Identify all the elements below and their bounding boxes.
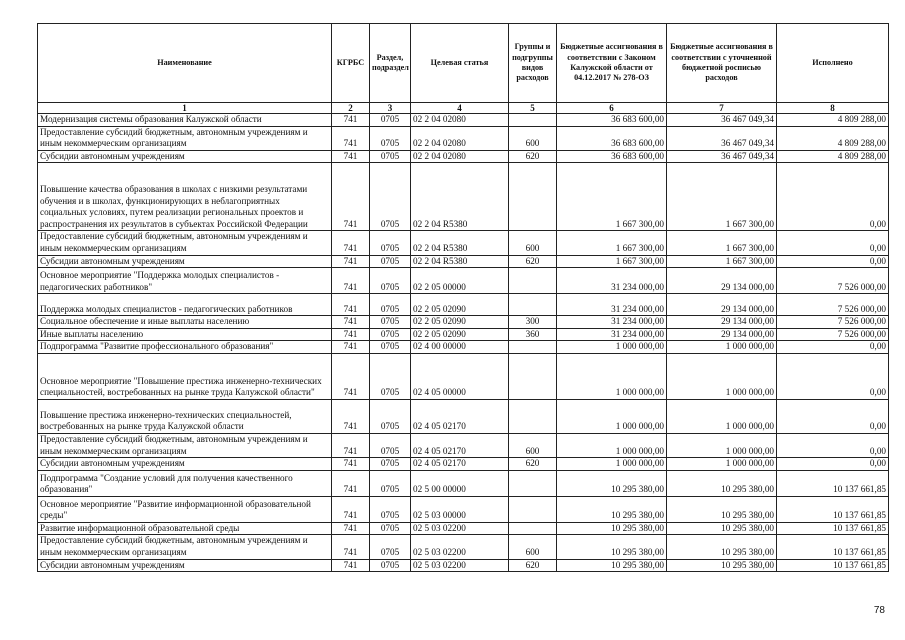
row-executed-cell: 10 137 661,85 bbox=[777, 496, 889, 522]
row-law-allocation-cell: 1 667 300,00 bbox=[557, 163, 667, 231]
row-executed-cell: 4 809 288,00 bbox=[777, 126, 889, 150]
row-target-cell: 02 2 04 02080 bbox=[411, 126, 509, 150]
row-law-allocation-cell: 1 000 000,00 bbox=[557, 341, 667, 354]
row-razdel-cell: 0705 bbox=[370, 114, 411, 127]
header-razdel: Раздел, подраздел bbox=[370, 24, 411, 103]
row-executed-cell: 0,00 bbox=[777, 255, 889, 268]
row-executed-cell: 7 526 000,00 bbox=[777, 316, 889, 329]
row-executed-cell: 0,00 bbox=[777, 341, 889, 354]
row-target-cell: 02 2 04 02080 bbox=[411, 114, 509, 127]
row-razdel-cell: 0705 bbox=[370, 231, 411, 255]
row-revised-allocation-cell: 1 000 000,00 bbox=[667, 399, 777, 433]
row-revised-allocation-cell: 10 295 380,00 bbox=[667, 535, 777, 559]
row-group-cell: 360 bbox=[509, 328, 557, 341]
row-executed-cell: 0,00 bbox=[777, 163, 889, 231]
table-body bbox=[38, 114, 889, 572]
table-row bbox=[38, 522, 889, 535]
row-group-cell bbox=[509, 294, 557, 316]
row-executed-cell: 10 137 661,85 bbox=[777, 470, 889, 496]
row-group-cell bbox=[509, 522, 557, 535]
row-kgrbs-cell: 741 bbox=[332, 126, 370, 150]
row-kgrbs-cell: 741 bbox=[332, 522, 370, 535]
row-revised-allocation-cell: 1 000 000,00 bbox=[667, 433, 777, 457]
row-name-cell: Поддержка молодых специалистов - педагогических работников bbox=[38, 294, 332, 316]
row-law-allocation-cell: 10 295 380,00 bbox=[557, 535, 667, 559]
row-group-cell bbox=[509, 496, 557, 522]
row-name-cell: Предоставление субсидий бюджетным, автономным учреждениям и иным некоммерческим организациям bbox=[38, 231, 332, 255]
row-name-cell: Основное мероприятие "Развитие информационной образовательной среды" bbox=[38, 496, 332, 522]
row-executed-cell: 0,00 bbox=[777, 231, 889, 255]
row-revised-allocation-cell: 10 295 380,00 bbox=[667, 470, 777, 496]
row-executed-cell: 7 526 000,00 bbox=[777, 328, 889, 341]
row-target-cell: 02 2 04 02080 bbox=[411, 150, 509, 163]
row-razdel-cell: 0705 bbox=[370, 341, 411, 354]
row-name-cell: Предоставление субсидий бюджетным, автономным учреждениям и иным некоммерческим организациям bbox=[38, 433, 332, 457]
row-group-cell bbox=[509, 163, 557, 231]
row-name-cell: Предоставление субсидий бюджетным, автономным учреждениям и иным некоммерческим организациям bbox=[38, 535, 332, 559]
row-kgrbs-cell: 741 bbox=[332, 535, 370, 559]
row-law-allocation-cell: 1 000 000,00 bbox=[557, 399, 667, 433]
row-target-cell: 02 2 04 R5380 bbox=[411, 231, 509, 255]
row-razdel-cell: 0705 bbox=[370, 294, 411, 316]
header-target: Целевая статья bbox=[411, 24, 509, 103]
row-law-allocation-cell: 1 000 000,00 bbox=[557, 458, 667, 471]
table-row bbox=[38, 255, 889, 268]
row-law-allocation-cell: 31 234 000,00 bbox=[557, 316, 667, 329]
row-revised-allocation-cell: 1 000 000,00 bbox=[667, 353, 777, 399]
row-revised-allocation-cell: 10 295 380,00 bbox=[667, 496, 777, 522]
header-name: Наименование bbox=[38, 24, 332, 103]
row-razdel-cell: 0705 bbox=[370, 559, 411, 572]
row-kgrbs-cell: 741 bbox=[332, 496, 370, 522]
row-law-allocation-cell: 10 295 380,00 bbox=[557, 559, 667, 572]
row-name-cell: Иные выплаты населению bbox=[38, 328, 332, 341]
row-law-allocation-cell: 1 667 300,00 bbox=[557, 231, 667, 255]
row-kgrbs-cell: 741 bbox=[332, 316, 370, 329]
column-number: 8 bbox=[777, 103, 889, 114]
row-revised-allocation-cell: 29 134 000,00 bbox=[667, 328, 777, 341]
table-row bbox=[38, 458, 889, 471]
row-razdel-cell: 0705 bbox=[370, 268, 411, 294]
row-target-cell: 02 2 05 00000 bbox=[411, 268, 509, 294]
row-law-allocation-cell: 36 683 600,00 bbox=[557, 114, 667, 127]
row-group-cell bbox=[509, 268, 557, 294]
row-razdel-cell: 0705 bbox=[370, 126, 411, 150]
row-law-allocation-cell: 1 667 300,00 bbox=[557, 255, 667, 268]
row-kgrbs-cell: 741 bbox=[332, 231, 370, 255]
column-number: 6 bbox=[557, 103, 667, 114]
row-target-cell: 02 2 04 R5380 bbox=[411, 163, 509, 231]
row-group-cell: 600 bbox=[509, 535, 557, 559]
row-revised-allocation-cell: 1 667 300,00 bbox=[667, 255, 777, 268]
row-razdel-cell: 0705 bbox=[370, 255, 411, 268]
row-kgrbs-cell: 741 bbox=[332, 458, 370, 471]
row-group-cell bbox=[509, 114, 557, 127]
row-kgrbs-cell: 741 bbox=[332, 399, 370, 433]
row-group-cell: 620 bbox=[509, 150, 557, 163]
table-row bbox=[38, 353, 889, 399]
row-revised-allocation-cell: 1 000 000,00 bbox=[667, 458, 777, 471]
table-row bbox=[38, 268, 889, 294]
row-group-cell: 600 bbox=[509, 433, 557, 457]
row-executed-cell: 7 526 000,00 bbox=[777, 294, 889, 316]
table-row bbox=[38, 150, 889, 163]
row-kgrbs-cell: 741 bbox=[332, 255, 370, 268]
row-executed-cell: 10 137 661,85 bbox=[777, 522, 889, 535]
row-kgrbs-cell: 741 bbox=[332, 470, 370, 496]
row-law-allocation-cell: 31 234 000,00 bbox=[557, 268, 667, 294]
row-target-cell: 02 5 03 00000 bbox=[411, 496, 509, 522]
row-razdel-cell: 0705 bbox=[370, 470, 411, 496]
row-name-cell: Основное мероприятие "Повышение престижа инженерно-технических специальностей, востребованных на рынке труда Калужской области" bbox=[38, 353, 332, 399]
table-row bbox=[38, 496, 889, 522]
header-group: Группы и подгруппы видов расходов bbox=[509, 24, 557, 103]
row-name-cell: Повышение престижа инженерно-технических специальностей, востребованных на рынке труда Калужской области bbox=[38, 399, 332, 433]
row-revised-allocation-cell: 29 134 000,00 bbox=[667, 316, 777, 329]
row-target-cell: 02 4 05 02170 bbox=[411, 433, 509, 457]
table-row bbox=[38, 316, 889, 329]
row-revised-allocation-cell: 1 667 300,00 bbox=[667, 231, 777, 255]
column-number: 4 bbox=[411, 103, 509, 114]
table-row bbox=[38, 433, 889, 457]
table-row bbox=[38, 126, 889, 150]
row-razdel-cell: 0705 bbox=[370, 458, 411, 471]
table-row bbox=[38, 559, 889, 572]
table-row bbox=[38, 163, 889, 231]
column-number: 7 bbox=[667, 103, 777, 114]
row-group-cell: 600 bbox=[509, 126, 557, 150]
row-executed-cell: 4 809 288,00 bbox=[777, 114, 889, 127]
row-razdel-cell: 0705 bbox=[370, 316, 411, 329]
row-target-cell: 02 4 00 00000 bbox=[411, 341, 509, 354]
row-target-cell: 02 4 05 02170 bbox=[411, 458, 509, 471]
row-razdel-cell: 0705 bbox=[370, 535, 411, 559]
row-name-cell: Предоставление субсидий бюджетным, автономным учреждениям и иным некоммерческим организациям bbox=[38, 126, 332, 150]
row-group-cell bbox=[509, 341, 557, 354]
table-row bbox=[38, 231, 889, 255]
header-law-allocations: Бюджетные ассигнования в соответствии с Законом Калужской области от 04.12.2017 № 278-ОЗ bbox=[557, 24, 667, 103]
row-revised-allocation-cell: 10 295 380,00 bbox=[667, 522, 777, 535]
row-name-cell: Подпрограмма "Создание условий для получения качественного образования" bbox=[38, 470, 332, 496]
row-kgrbs-cell: 741 bbox=[332, 150, 370, 163]
row-revised-allocation-cell: 29 134 000,00 bbox=[667, 268, 777, 294]
row-target-cell: 02 5 00 00000 bbox=[411, 470, 509, 496]
row-group-cell: 620 bbox=[509, 559, 557, 572]
row-razdel-cell: 0705 bbox=[370, 353, 411, 399]
page-number: 78 bbox=[873, 605, 885, 616]
row-razdel-cell: 0705 bbox=[370, 150, 411, 163]
row-law-allocation-cell: 10 295 380,00 bbox=[557, 470, 667, 496]
row-kgrbs-cell: 741 bbox=[332, 341, 370, 354]
row-revised-allocation-cell: 29 134 000,00 bbox=[667, 294, 777, 316]
row-name-cell: Основное мероприятие "Поддержка молодых специалистов - педагогических работников" bbox=[38, 268, 332, 294]
row-law-allocation-cell: 36 683 600,00 bbox=[557, 150, 667, 163]
row-name-cell: Повышение качества образования в школах с низкими результатами обучения и в школах, функционирующих в неблагоприятных социальных условиях, путем реализации региональных проектов и распространения их результатов в субъектах Российской Федерации bbox=[38, 163, 332, 231]
table-row bbox=[38, 399, 889, 433]
row-revised-allocation-cell: 10 295 380,00 bbox=[667, 559, 777, 572]
row-kgrbs-cell: 741 bbox=[332, 433, 370, 457]
row-revised-allocation-cell: 36 467 049,34 bbox=[667, 150, 777, 163]
row-target-cell: 02 5 03 02200 bbox=[411, 522, 509, 535]
row-target-cell: 02 4 05 02170 bbox=[411, 399, 509, 433]
row-law-allocation-cell: 10 295 380,00 bbox=[557, 522, 667, 535]
table-row bbox=[38, 470, 889, 496]
column-number-row bbox=[38, 103, 889, 114]
table-row bbox=[38, 294, 889, 316]
row-executed-cell: 10 137 661,85 bbox=[777, 559, 889, 572]
row-group-cell bbox=[509, 399, 557, 433]
row-executed-cell: 0,00 bbox=[777, 433, 889, 457]
header-executed: Исполнено bbox=[777, 24, 889, 103]
row-kgrbs-cell: 741 bbox=[332, 114, 370, 127]
row-kgrbs-cell: 741 bbox=[332, 163, 370, 231]
row-executed-cell: 10 137 661,85 bbox=[777, 535, 889, 559]
row-razdel-cell: 0705 bbox=[370, 328, 411, 341]
table-row bbox=[38, 341, 889, 354]
row-executed-cell: 0,00 bbox=[777, 458, 889, 471]
row-law-allocation-cell: 36 683 600,00 bbox=[557, 126, 667, 150]
row-group-cell bbox=[509, 353, 557, 399]
row-target-cell: 02 5 03 02200 bbox=[411, 535, 509, 559]
row-target-cell: 02 2 04 R5380 bbox=[411, 255, 509, 268]
column-number: 3 bbox=[370, 103, 411, 114]
row-razdel-cell: 0705 bbox=[370, 522, 411, 535]
row-kgrbs-cell: 741 bbox=[332, 559, 370, 572]
row-law-allocation-cell: 1 000 000,00 bbox=[557, 353, 667, 399]
row-group-cell bbox=[509, 470, 557, 496]
budget-table bbox=[37, 23, 889, 572]
table-row bbox=[38, 114, 889, 127]
row-revised-allocation-cell: 36 467 049,34 bbox=[667, 114, 777, 127]
row-target-cell: 02 2 05 02090 bbox=[411, 316, 509, 329]
row-razdel-cell: 0705 bbox=[370, 399, 411, 433]
row-kgrbs-cell: 741 bbox=[332, 268, 370, 294]
row-law-allocation-cell: 31 234 000,00 bbox=[557, 328, 667, 341]
row-name-cell: Модернизация системы образования Калужской области bbox=[38, 114, 332, 127]
row-name-cell: Субсидии автономным учреждениям bbox=[38, 255, 332, 268]
row-name-cell: Подпрограмма "Развитие профессионального образования" bbox=[38, 341, 332, 354]
row-razdel-cell: 0705 bbox=[370, 433, 411, 457]
row-group-cell: 600 bbox=[509, 231, 557, 255]
table-row bbox=[38, 328, 889, 341]
row-kgrbs-cell: 741 bbox=[332, 294, 370, 316]
column-number: 5 bbox=[509, 103, 557, 114]
row-revised-allocation-cell: 36 467 049,34 bbox=[667, 126, 777, 150]
row-kgrbs-cell: 741 bbox=[332, 353, 370, 399]
header-kgrbs: КГРБС bbox=[332, 24, 370, 103]
row-group-cell: 620 bbox=[509, 458, 557, 471]
header-revised-allocations: Бюджетные ассигнования в соответствии с уточненной бюджетной росписью расходов bbox=[667, 24, 777, 103]
row-name-cell: Субсидии автономным учреждениям bbox=[38, 150, 332, 163]
row-razdel-cell: 0705 bbox=[370, 163, 411, 231]
column-number: 1 bbox=[38, 103, 332, 114]
row-target-cell: 02 2 05 02090 bbox=[411, 294, 509, 316]
row-target-cell: 02 2 05 02090 bbox=[411, 328, 509, 341]
row-executed-cell: 0,00 bbox=[777, 399, 889, 433]
row-razdel-cell: 0705 bbox=[370, 496, 411, 522]
row-name-cell: Социальное обеспечение и иные выплаты населению bbox=[38, 316, 332, 329]
row-executed-cell: 7 526 000,00 bbox=[777, 268, 889, 294]
row-target-cell: 02 4 05 00000 bbox=[411, 353, 509, 399]
row-executed-cell: 0,00 bbox=[777, 353, 889, 399]
row-executed-cell: 4 809 288,00 bbox=[777, 150, 889, 163]
row-revised-allocation-cell: 1 000 000,00 bbox=[667, 341, 777, 354]
table-row bbox=[38, 535, 889, 559]
row-kgrbs-cell: 741 bbox=[332, 328, 370, 341]
row-law-allocation-cell: 31 234 000,00 bbox=[557, 294, 667, 316]
row-revised-allocation-cell: 1 667 300,00 bbox=[667, 163, 777, 231]
row-law-allocation-cell: 10 295 380,00 bbox=[557, 496, 667, 522]
header-row bbox=[38, 24, 889, 103]
row-group-cell: 620 bbox=[509, 255, 557, 268]
row-name-cell: Субсидии автономным учреждениям bbox=[38, 559, 332, 572]
column-number: 2 bbox=[332, 103, 370, 114]
row-law-allocation-cell: 1 000 000,00 bbox=[557, 433, 667, 457]
row-name-cell: Субсидии автономным учреждениям bbox=[38, 458, 332, 471]
row-target-cell: 02 5 03 02200 bbox=[411, 559, 509, 572]
row-group-cell: 300 bbox=[509, 316, 557, 329]
row-name-cell: Развитие информационной образовательной среды bbox=[38, 522, 332, 535]
